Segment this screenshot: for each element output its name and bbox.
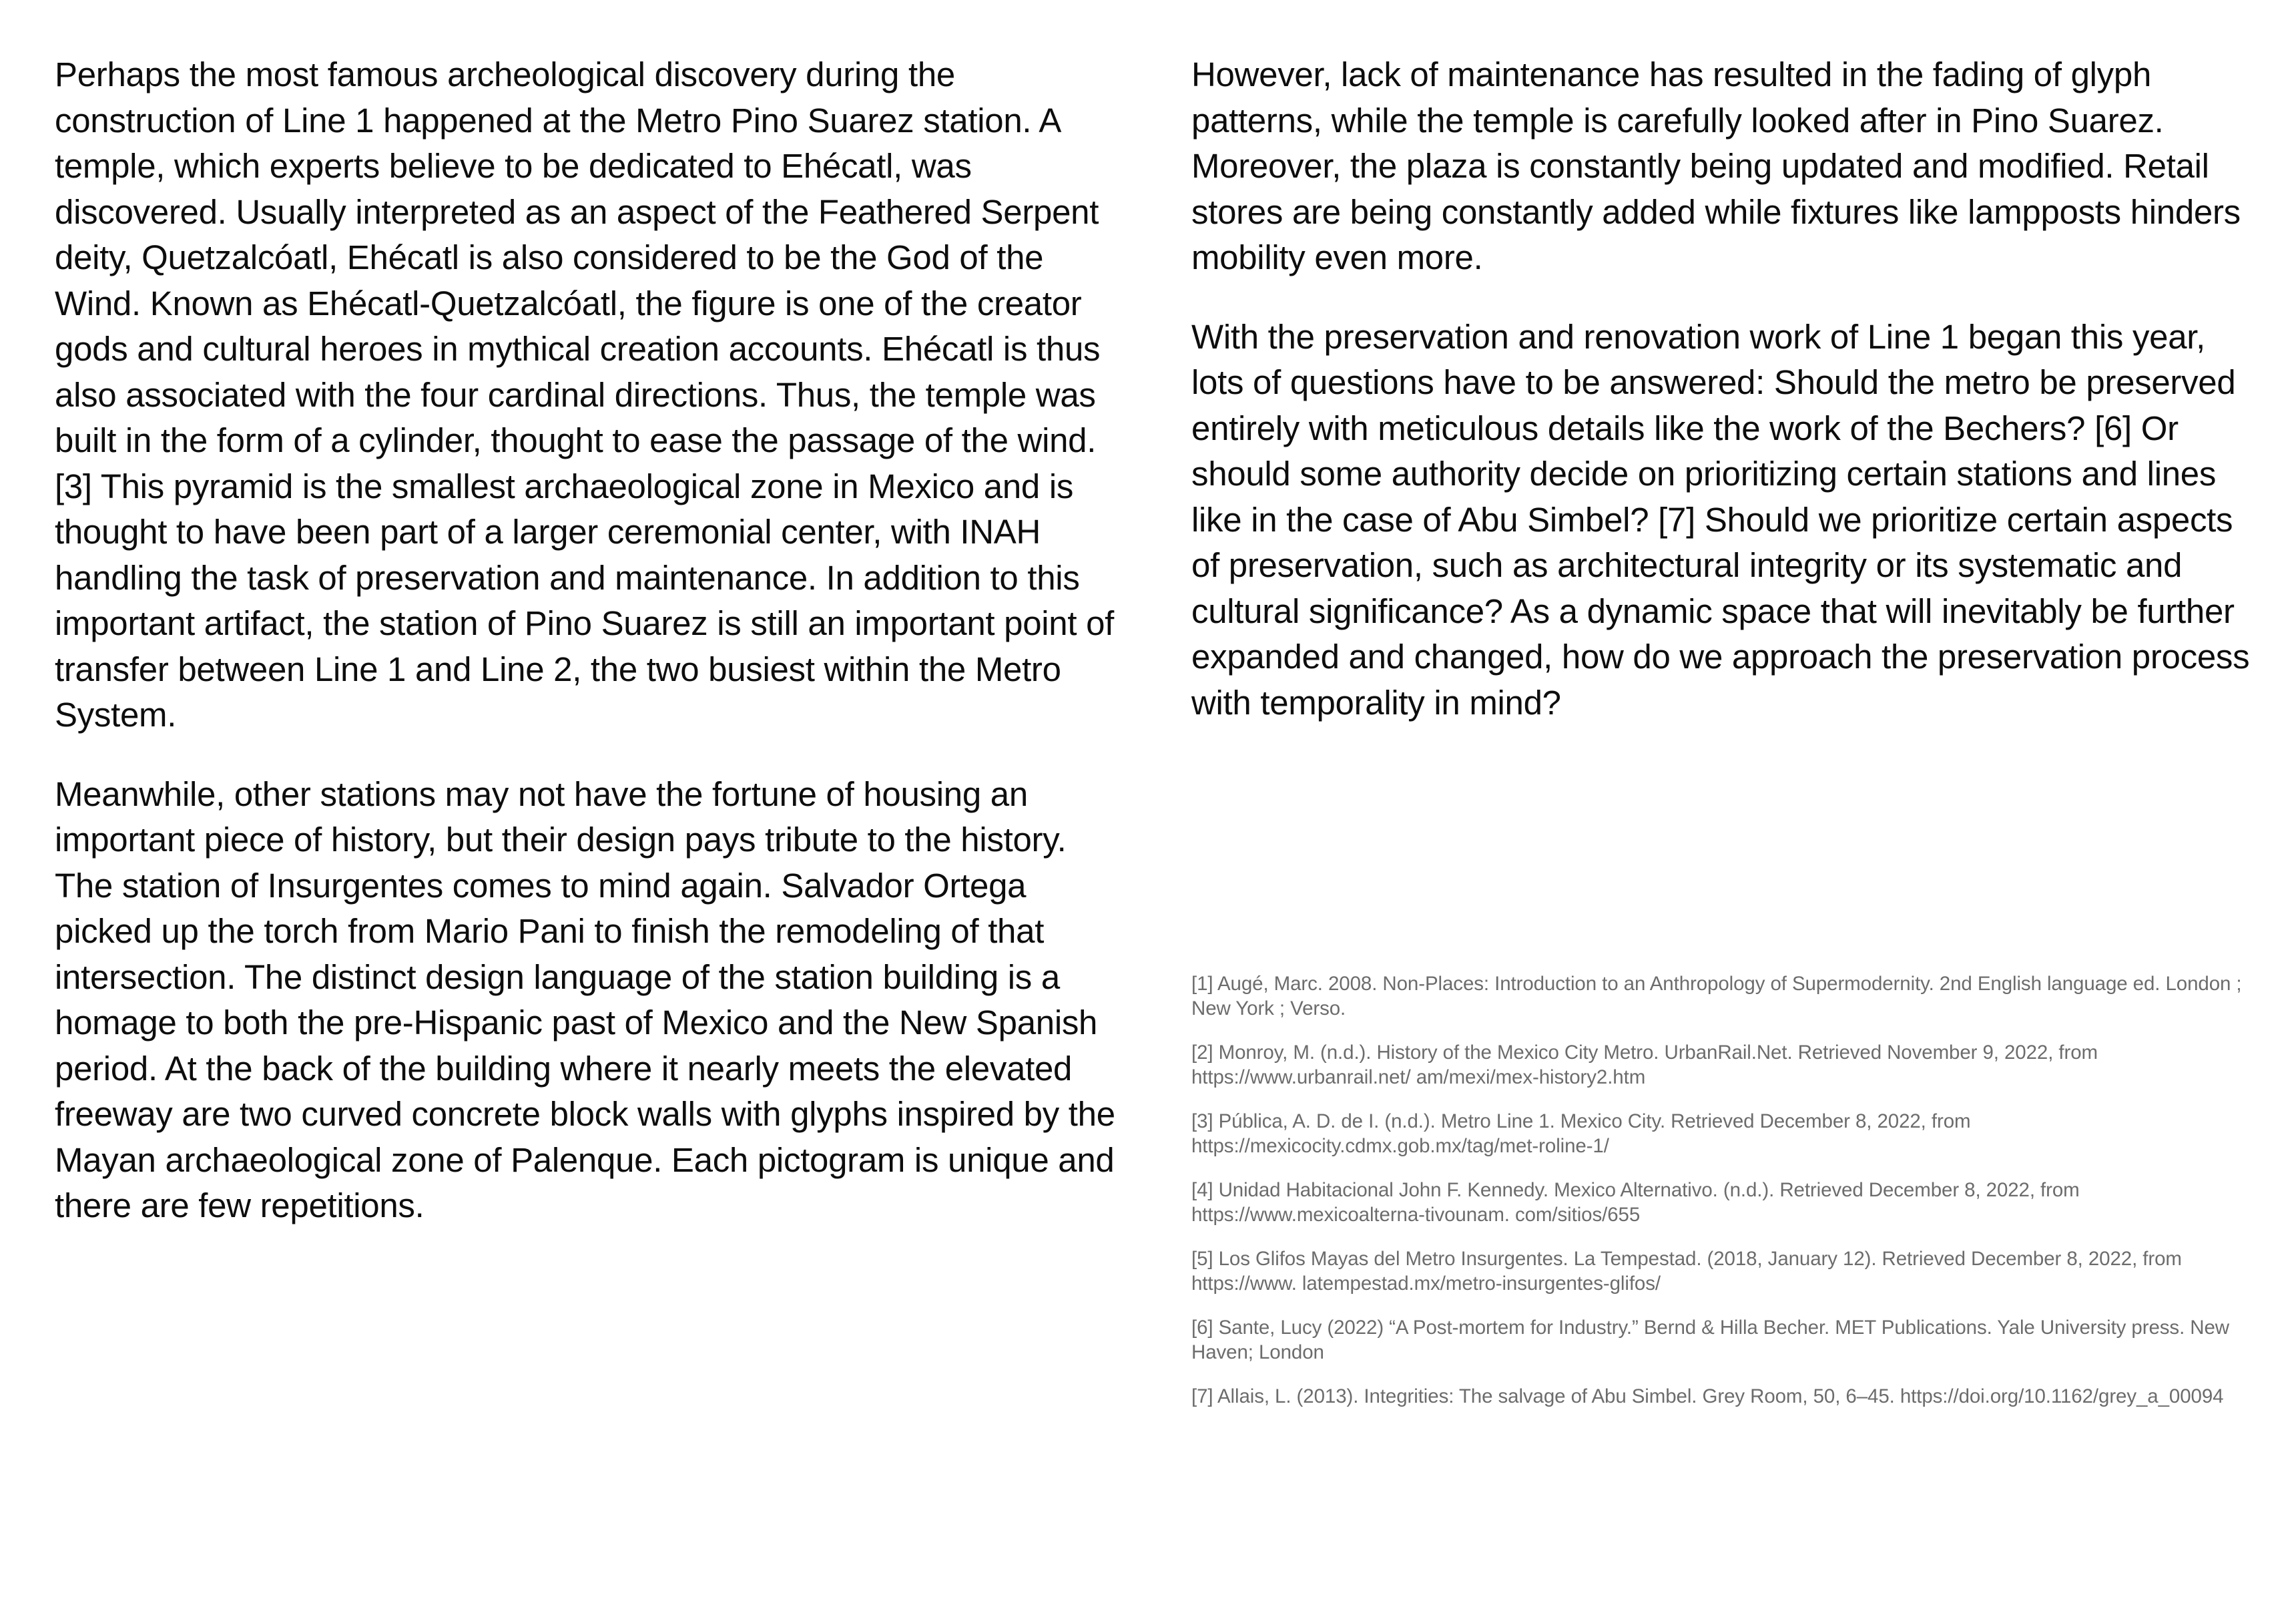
body-paragraph: With the preservation and renovation work of Line 1 began this year, lots of questions have to be answered: Should the metro be preserved entirely with meticulous details like the work of the Bechers? [6] Or should some authority decide on prioritizing certain stations and lines like in the case of Abu Simbel? [7] Should we prioritize certain aspects of preservation, such as architectural integrity or its systematic and cultural significance? As a dynamic space that will inevitably be further expanded and changed, how do we approach the preservation process with temporality in mind? bbox=[1191, 317, 2250, 722]
body-paragraph: However, lack of maintenance has resulted in the fading of glyph patterns, while the temple is carefully looked after in Pino Suarez. Moreover, the plaza is constantly being updated and modified. Retail stores are being constantly added while fixtures like lampposts hinders mobility even more. bbox=[1191, 55, 2241, 276]
reference-item: [1] Augé, Marc. 2008. Non-Places: Introduction to an Anthropology of Supermodernity. 2nd English language ed. London ; New York ; Verso. bbox=[1191, 973, 2242, 1019]
reference-item: [6] Sante, Lucy (2022) “A Post-mortem for Industry.” Bernd & Hilla Becher. MET Publications. Yale University press. New Haven; London bbox=[1191, 1317, 2229, 1363]
references-list bbox=[1191, 971, 2256, 1409]
right-text-column bbox=[1191, 52, 2256, 1586]
reference-item: [4] Unidad Habitacional John F. Kennedy. Mexico Alternativo. (n.d.). Retrieved December 8, 2022, from https://www.mexicoalterna-tivounam. com/sitios/655 bbox=[1191, 1179, 2080, 1226]
reference-item: [2] Monroy, M. (n.d.). History of the Mexico City Metro. UrbanRail.Net. Retrieved November 9, 2022, from https://www.urbanrail.net/ am/mexi/mex-history2.htm bbox=[1191, 1042, 2098, 1088]
body-paragraph: Meanwhile, other stations may not have the fortune of housing an important piece of history, but their design pays tribute to the history. The station of Insurgentes comes to mind again. Salvador Ortega picked up the torch from Mario Pani to finish the remodeling of that intersection. The distinct design language of the station building is a homage to both the pre-Hispanic past of Mexico and the New Spanish period. At the back of the building where it nearly meets the elevated freeway are two curved concrete block walls with glyphs inspired by the Mayan archaeological zone of Palenque. Each pictogram is unique and there are few repetitions. bbox=[55, 774, 1115, 1224]
body-paragraph: Perhaps the most famous archeological discovery during the construction of Line 1 happened at the Metro Pino Suarez station. A temple, which experts believe to be dedicated to Ehécatl, was discovered. Usually interpreted as an aspect of the Feathered Serpent deity, Quetzalcóatl, Ehécatl is also considered to be the God of the Wind. Known as Ehécatl-Quetzalcóatl, the figure is one of the creator gods and cultural heroes in mythical creation accounts. Ehécatl is thus also associated with the four cardinal directions. Thus, the temple was built in the form of a cylinder, thought to ease the passage of the wind. [3] This pyramid is the smallest archaeological zone in Mexico and is thought to have been part of a larger ceremonial center, with INAH handling the task of preservation and maintenance. In addition to this important artifact, the station of Pino Suarez is still an important point of transfer between Line 1 and Line 2, the two busiest within the Metro System. bbox=[55, 55, 1115, 734]
reference-item: [7] Allais, L. (2013). Integrities: The salvage of Abu Simbel. Grey Room, 50, 6–45. https://doi.org/10.1162/grey_a_00094 bbox=[1191, 1385, 2224, 1407]
left-text-column bbox=[55, 52, 1119, 1586]
reference-item: [3] Pública, A. D. de I. (n.d.). Metro Line 1. Mexico City. Retrieved December 8, 2022, from https://mexicocity.cdmx.gob.mx/tag/met-roline-1/ bbox=[1191, 1110, 1971, 1157]
reference-item: [5] Los Glifos Mayas del Metro Insurgentes. La Tempestad. (2018, January 12). Retrieved December 8, 2022, from https://www. latempestad.mx/metro-insurgentes-glifos/ bbox=[1191, 1248, 2182, 1295]
